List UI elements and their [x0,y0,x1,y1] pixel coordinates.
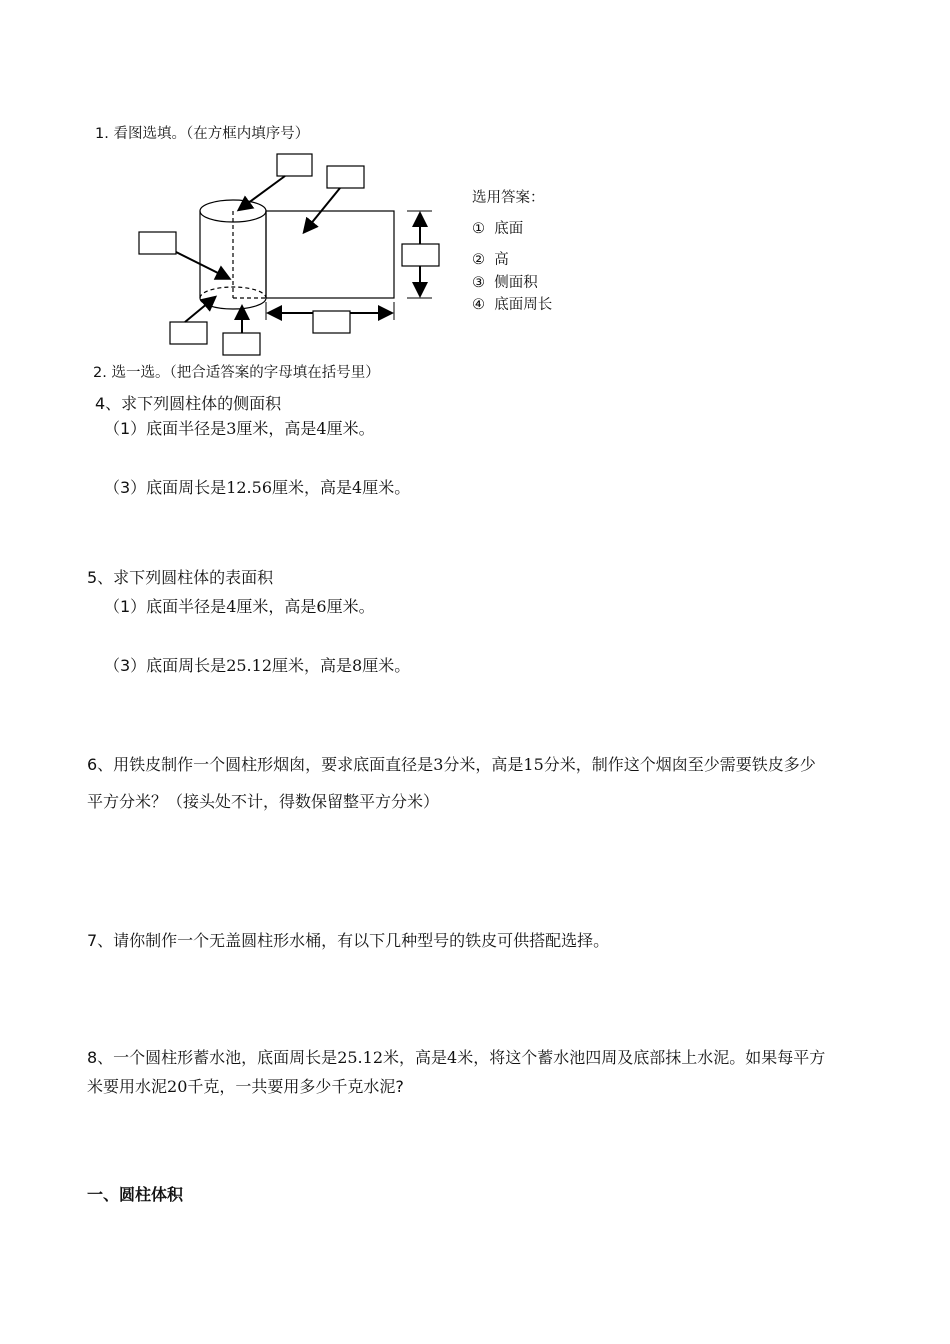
answer-box-bottom[interactable] [223,333,260,355]
answer-box-bottom-left[interactable] [170,322,207,344]
q4-item-1: （1）底面半径是3厘米，高是4厘米。 [104,419,375,438]
option-3: ③ 侧面积 [472,275,538,291]
option-4: ④ 底面周长 [472,297,553,313]
option-2: ② 高 [472,252,509,268]
answer-box-height[interactable] [402,244,439,266]
answer-box-left[interactable] [139,232,176,254]
q6-line-1: 6、用铁皮制作一个圆柱形烟囱，要求底面直径是3分米，高是15分米，制作这个烟囱至少需要铁皮多少 [87,755,816,774]
q8-line-2: 米要用水泥20千克，一共要用多少千克水泥? [87,1077,404,1096]
option-1: ① 底面 [472,221,524,237]
q5-item-3: （3）底面周长是25.12厘米，高是8厘米。 [104,656,411,675]
pointer-arrows [176,176,340,333]
section-heading: 一、圆柱体积 [87,1185,184,1204]
lateral-rectangle [266,211,394,298]
q2-title: 2. 选一选。（把合适答案的字母填在括号里） [93,365,380,381]
q8-line-1: 8、一个圆柱形蓄水池，底面周长是25.12米，高是4米，将这个蓄水池四周及底部抹上水泥。如果每平方 [87,1048,826,1067]
q5-item-1: （1）底面半径是4厘米，高是6厘米。 [104,597,375,616]
q7-text: 7、请你制作一个无盖圆柱形水桶，有以下几种型号的铁皮可供搭配选择。 [87,931,610,950]
q5-title: 5、求下列圆柱体的表面积 [87,568,274,587]
options-title: 选用答案： [472,190,545,206]
answer-box-top[interactable] [277,154,312,176]
q1-title: 1. 看图选填。（在方框内填序号） [95,126,310,142]
answer-box-width[interactable] [313,311,350,333]
q6-line-2: 平方分米？（接头处不计，得数保留整平方分米） [87,792,440,811]
q4-item-3: （3）底面周长是12.56厘米，高是4厘米。 [104,478,411,497]
cylinder-shape [200,200,266,309]
q4-title: 4、求下列圆柱体的侧面积 [95,394,282,413]
answer-box-rect[interactable] [327,166,364,188]
